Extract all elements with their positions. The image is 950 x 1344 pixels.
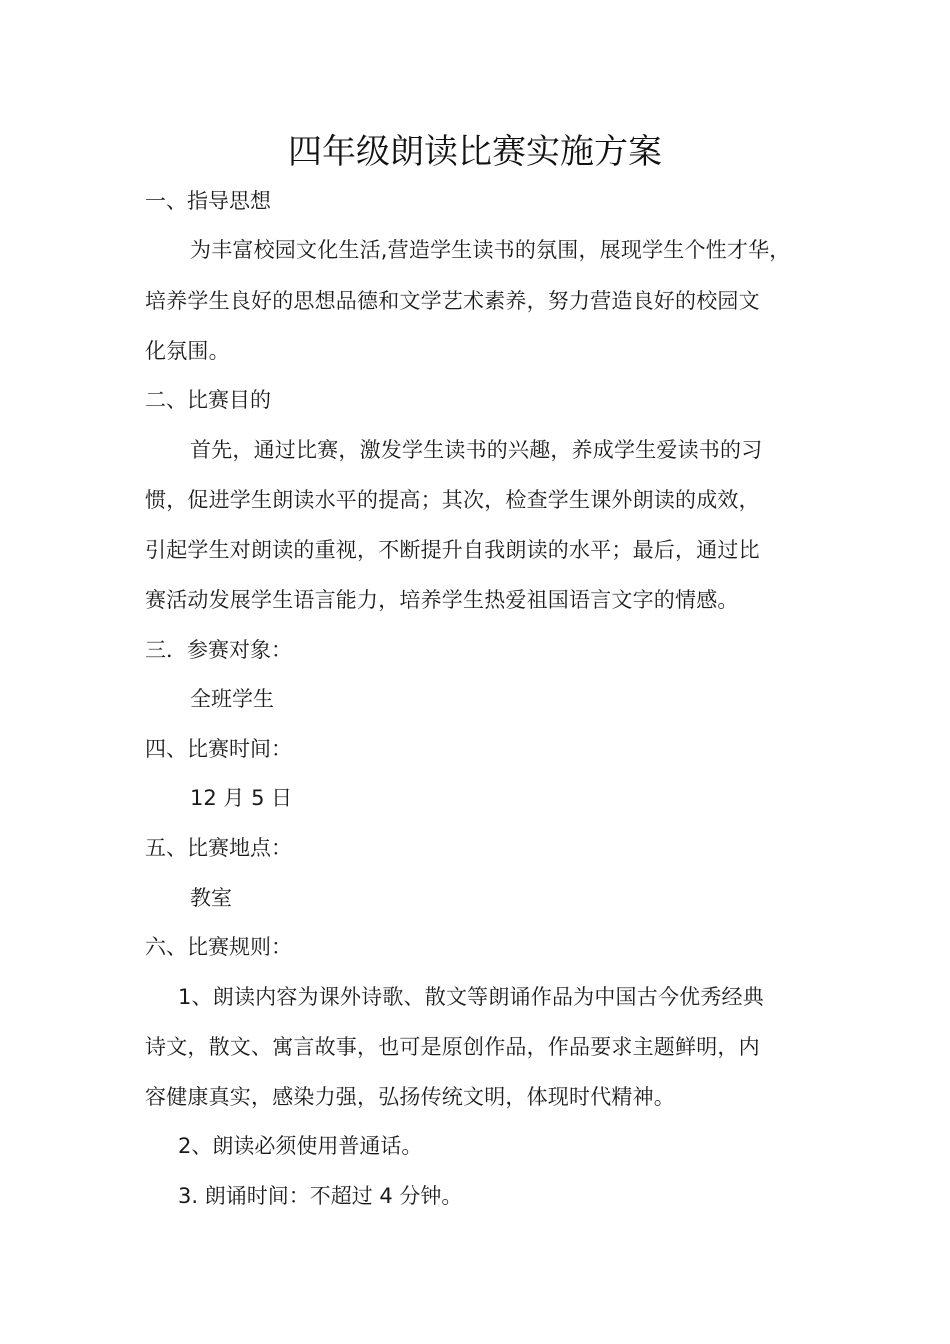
rule-line: 容健康真实，感染力强，弘扬传统文明，体现时代精神。 — [145, 1085, 675, 1109]
rule-line: 2、朗读必须使用普通话。 — [178, 1134, 423, 1158]
paragraph-line: 为丰富校园文化生活,营造学生读书的氛围，展现学生个性才华， — [190, 238, 791, 262]
section-heading-rules: 六、比赛规则： — [145, 935, 292, 959]
rule-line: 1、朗读内容为课外诗歌、散文等朗诵作品为中国古今优秀经典 — [178, 985, 764, 1009]
section-heading-guiding-thought: 一、指导思想 — [145, 189, 271, 213]
paragraph-line: 惯，促进学生朗读水平的提高；其次，检查学生课外朗读的成效， — [145, 488, 760, 512]
paragraph-line: 培养学生良好的思想品德和文学艺术素养，努力营造良好的校园文 — [145, 289, 760, 313]
section-heading-time: 四、比赛时间： — [145, 737, 292, 761]
section-heading-location: 五、比赛地点： — [145, 836, 292, 860]
section-heading-purpose: 二、比赛目的 — [145, 388, 271, 412]
paragraph-line: 引起学生对朗读的重视，不断提升自我朗读的水平；最后，通过比 — [145, 538, 760, 562]
time-value: 12 月 5 日 — [190, 786, 293, 810]
participants-value: 全班学生 — [190, 687, 274, 711]
rule-line: 3. 朗诵时间：不超过 4 分钟。 — [178, 1184, 463, 1208]
paragraph-line: 化氛围。 — [145, 339, 230, 363]
document-title: 四年级朗读比赛实施方案 — [288, 132, 662, 172]
paragraph-line: 赛活动发展学生语言能力，培养学生热爱祖国语言文字的情感。 — [145, 588, 739, 612]
rule-line: 诗文，散文、寓言故事，也可是原创作品，作品要求主题鲜明，内 — [145, 1035, 760, 1059]
location-value: 教室 — [190, 886, 232, 910]
section-heading-participants: 三．参赛对象： — [145, 638, 292, 662]
paragraph-line: 首先，通过比赛，激发学生读书的兴趣，养成学生爱读书的习 — [190, 438, 763, 462]
